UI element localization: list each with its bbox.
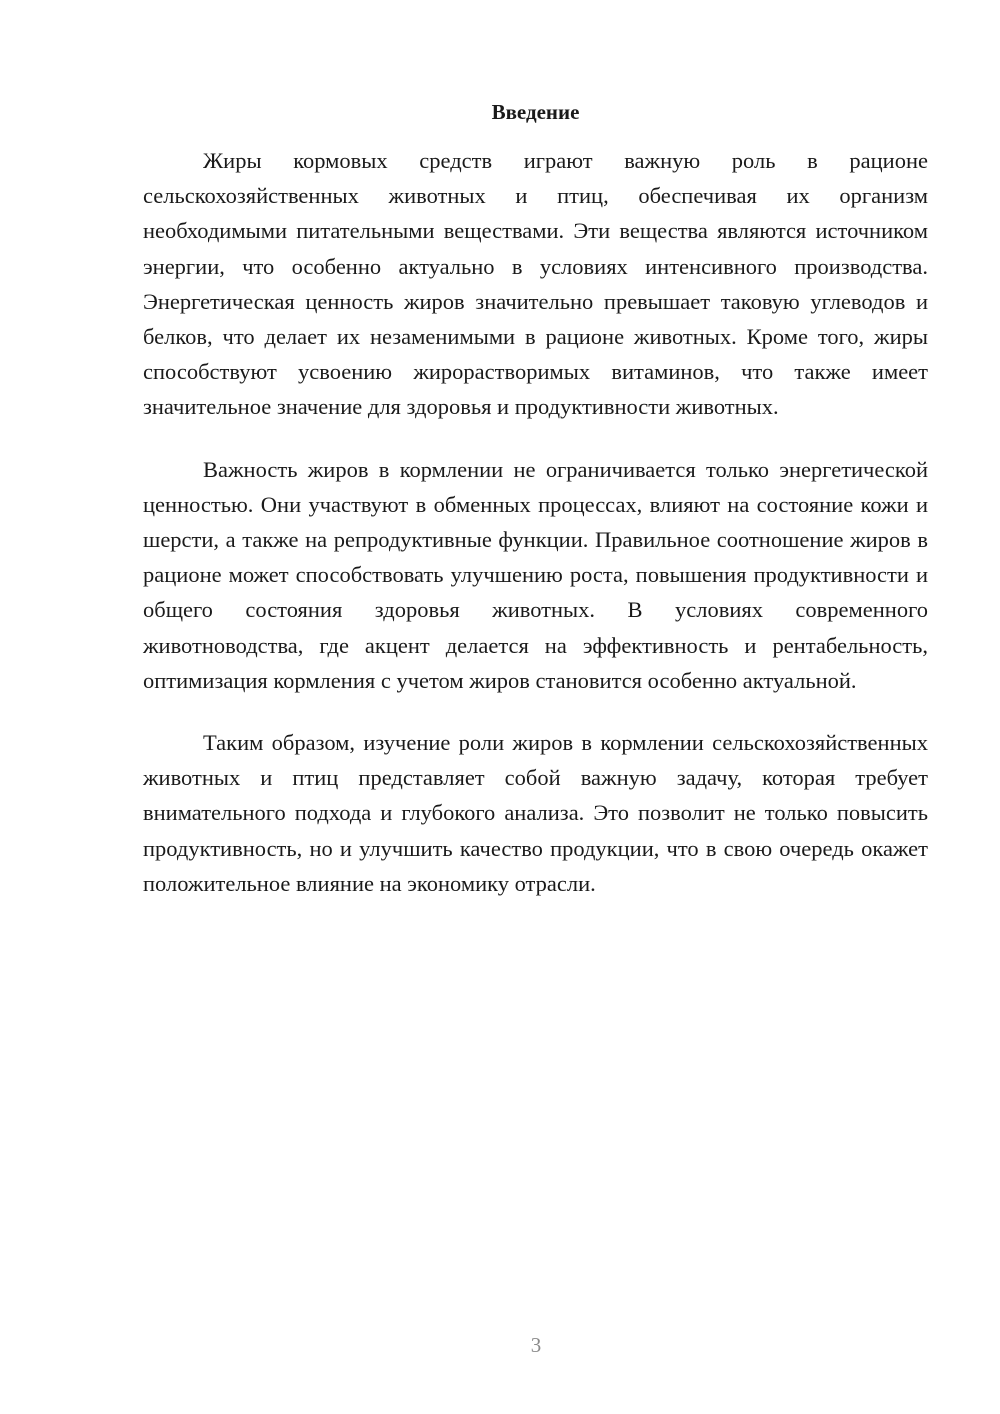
body-text — [143, 143, 928, 928]
paragraph-1: Жиры кормовых средств играют важную роль в рационе сельскохозяйственных животных и птиц, обеспечивая их организм необходимыми питательными веществами. Эти вещества являются источником энергии, что особенно актуально в условиях интенсивного производства. Энергетическая ценность жиров значительно превышает таковую углеводов и белков, что делает их незаменимыми в рационе животных. Кроме того, жиры способствуют усвоению жирорастворимых витаминов, что также имеет значительное значение для здоровья и продуктивности животных. — [143, 148, 928, 420]
paragraph-3: Таким образом, изучение роли жиров в кормлении сельскохозяйственных животных и птиц представляет собой важную задачу, которая требует внимательного подхода и глубокого анализа. Это позволит не только повысить продуктивность, но и улучшить качество продукции, что в свою очередь окажет положительное влияние на экономику отрасли. — [143, 730, 928, 896]
paragraph-2: Важность жиров в кормлении не ограничивается только энергетической ценностью. Они участвуют в обменных процессах, влияют на состояние кожи и шерсти, а также на репродуктивные функции. Правильное соотношение жиров в рационе может способствовать улучшению роста, повышения продуктивности и общего состояния здоровья животных. В условиях современного животноводства, где акцент делается на эффективность и рентабельность, оптимизация кормления с учетом жиров становится особенно актуальной. — [143, 456, 928, 693]
page-number: 3 — [530, 1333, 542, 1357]
section-heading: Введение — [491, 100, 580, 124]
